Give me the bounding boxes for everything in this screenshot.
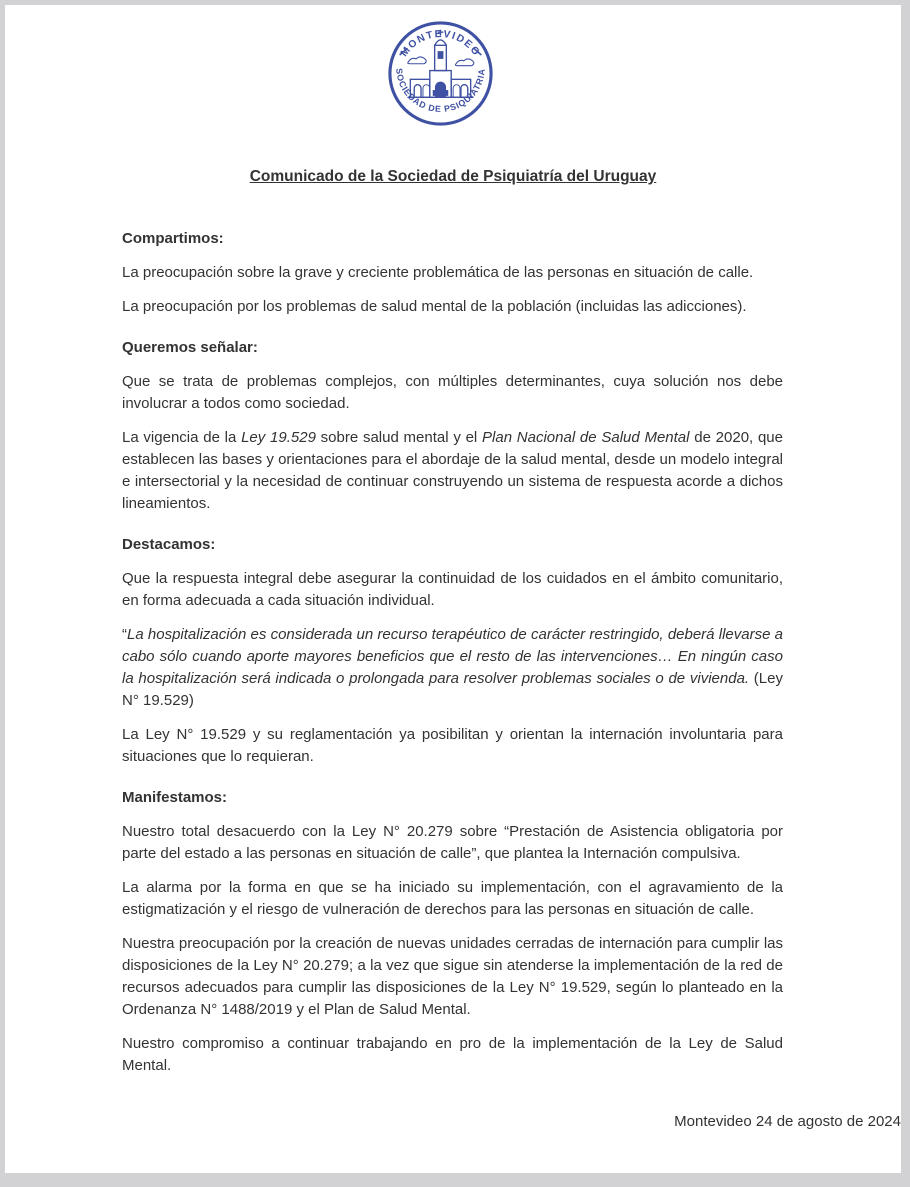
text-run: “ (122, 626, 127, 643)
paragraph (122, 724, 783, 768)
text-run: Que se trata de problemas complejos, con múltiples determinantes, cuya solución nos debe involucrar a todos como sociedad. (122, 373, 783, 412)
society-seal-logo (387, 20, 494, 127)
paragraph (122, 821, 783, 865)
section-heading: Manifestamos: (122, 789, 228, 806)
paper-sheet (5, 5, 901, 1173)
italic-text-run: La hospitalización es considerada un recurso terapéutico de carácter restringido, deberá llevarse a cabo sólo cuando aporte mayores beneficios que el resto de las intervenciones… En ningún caso la hospitalización será indicada o prolongada para resolver problemas sociales o de vivienda. (122, 626, 783, 687)
paragraph (122, 262, 783, 284)
seal-bottom-text: SOCIEDAD DE PSIQUIATRIA (393, 67, 487, 115)
document-title: Comunicado de la Sociedad de Psiquiatría del Uruguay (249, 168, 657, 185)
paragraph (122, 568, 783, 612)
italic-text-run: Plan Nacional de Salud Mental (482, 429, 690, 446)
text-run: Que la respuesta integral debe asegurar la continuidad de los cuidados en el ámbito comunitario, en forma adecuada a cada situación individual. (122, 570, 783, 609)
text-run: La alarma por la forma en que se ha iniciado su implementación, con el agravamiento de la estigmatización y el riesgo de vulneración de derechos para las personas en situación de calle. (122, 879, 783, 918)
text-run: (Ley N° 19.529) (122, 670, 783, 709)
text-run: La preocupación sobre la grave y creciente problemática de las personas en situación de calle. (122, 264, 754, 281)
paragraph (122, 1033, 783, 1077)
paragraph (122, 877, 783, 921)
paragraph (122, 371, 783, 415)
text-run: sobre salud mental y el (315, 429, 483, 446)
text-run: La Ley N° 19.529 y su reglamentación ya posibilitan y orientan la internación involuntaria para situaciones que lo requieran. (122, 726, 783, 765)
document-body (122, 228, 783, 1077)
paragraph (122, 427, 783, 515)
text-run: Nuestro total desacuerdo con la Ley N° 20.279 sobre “Prestación de Asistencia obligatoria por parte del estado a las personas en situación de calle”, que plantea la Internación compulsiva. (122, 823, 783, 862)
seal-icon (387, 20, 494, 127)
seal-top-text: MONTEVIDEO (398, 28, 482, 59)
italic-text-run: Ley 19.529 (241, 429, 316, 446)
section-heading: Compartimos: (122, 230, 224, 247)
section-heading: Queremos señalar: (122, 339, 258, 356)
text-run: La preocupación por los problemas de salud mental de la población (incluidas las adicciones). (122, 298, 747, 315)
paragraph (122, 624, 783, 712)
paragraph (122, 933, 783, 1021)
text-run: de 2020, que establecen las bases y orientaciones para el abordaje de la salud mental, desde un modelo integral e intersectorial y la necesidad de continuar construyendo un sistema de respuesta acorde a dichos lineamientos. (122, 429, 783, 512)
section-heading: Destacamos: (122, 536, 216, 553)
paragraph (122, 296, 783, 318)
text-run: La vigencia de la (122, 429, 242, 446)
date-line: Montevideo 24 de agosto de 2024 (674, 1113, 901, 1130)
text-run: Nuestro compromiso a continuar trabajando en pro de la implementación de la Ley de Salud Mental. (122, 1035, 783, 1074)
text-run: Nuestra preocupación por la creación de nuevas unidades cerradas de internación para cumplir las disposiciones de la Ley N° 20.279; a la vez que sigue sin atenderse la implementación de la red de recursos adecuados para cumplir las disposiciones de la Ley N° 19.529, según lo planteado en la Ordenanza N° 1488/2019 y el Plan de Salud Mental. (122, 935, 783, 1018)
